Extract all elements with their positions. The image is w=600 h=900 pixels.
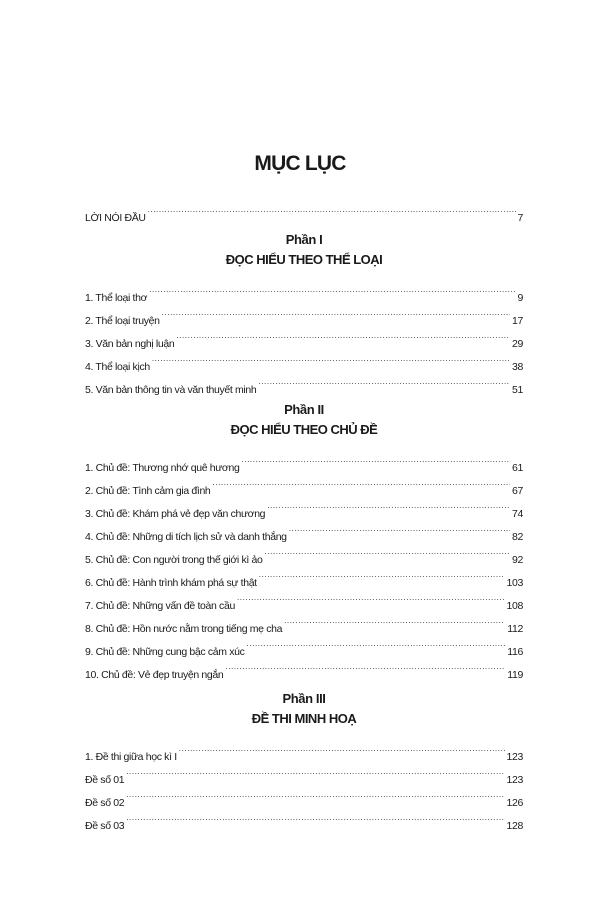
toc-entry-label: Đề số 03	[85, 820, 125, 832]
toc-entry-label: 1. Thể loại thơ	[85, 292, 148, 304]
dot-leader	[284, 609, 505, 632]
part-heading: ĐỌC HIỂU THEO THỂ LOẠI	[225, 252, 383, 267]
toc-entry-page: 128	[506, 820, 523, 832]
toc-entry-label: LỜI NÓI ĐẦU	[85, 212, 146, 224]
toc-entry-label: Đề số 02	[85, 797, 125, 809]
dot-leader	[126, 760, 504, 783]
dot-leader	[225, 655, 505, 678]
toc-entry-label: 5. Văn bản thông tin và văn thuyết minh	[85, 384, 257, 396]
dot-leader	[259, 563, 505, 586]
toc-entry-page: 92	[512, 554, 523, 566]
toc-entry-page: 51	[512, 384, 523, 396]
toc-entry[interactable]	[85, 806, 523, 832]
dot-leader	[179, 737, 505, 760]
toc-entry-page: 82	[512, 531, 523, 543]
toc-entry-label: 8. Chủ đề: Hồn nước nằm trong tiếng mẹ cha	[85, 623, 283, 635]
toc-entry-page: 29	[512, 338, 523, 350]
toc-entry-label: 1. Chủ đề: Thương nhớ quê hương	[85, 462, 240, 474]
dot-leader	[267, 494, 510, 517]
toc-entry-page: 38	[512, 361, 523, 373]
toc-entry-label: 2. Thể loại truyện	[85, 315, 160, 327]
dot-leader	[126, 783, 504, 806]
dot-leader	[289, 517, 510, 540]
toc-entry-page: 74	[512, 508, 523, 520]
part-number: Phần I	[285, 232, 323, 247]
toc-entry[interactable]	[85, 760, 523, 786]
toc-entry-page: 9	[517, 292, 523, 304]
toc-intro	[85, 198, 523, 224]
part-heading: ĐỀ THI MINH HOẠ	[251, 711, 357, 726]
part-number: Phần III	[282, 691, 326, 706]
part-number: Phần II	[284, 402, 324, 417]
toc-entry-page: 112	[507, 623, 523, 635]
toc-entry-page: 7	[517, 212, 523, 224]
toc-entry[interactable]	[85, 278, 523, 304]
toc-entry-label: Đề số 01	[85, 774, 125, 786]
dot-leader	[241, 448, 510, 471]
toc-entry-page: 61	[512, 462, 523, 474]
toc-entry-label: 2. Chủ đề: Tình cảm gia đình	[85, 485, 211, 497]
dot-leader	[237, 586, 505, 609]
toc-entry-label: 3. Văn bản nghị luận	[85, 338, 175, 350]
toc-entry-label: 5. Chủ đề: Con người trong thế giới kì ảo	[85, 554, 263, 566]
toc-entry-page: 126	[506, 797, 523, 809]
dot-leader	[264, 540, 510, 563]
toc-entry-page: 103	[506, 577, 523, 589]
toc-entry-label: 9. Chủ đề: Những cung bậc cảm xúc	[85, 646, 245, 658]
toc-entry-page: 17	[512, 315, 523, 327]
part-heading: ĐỌC HIỂU THEO CHỦ ĐỀ	[230, 422, 378, 437]
toc-entry-label: 7. Chủ đề: Những vấn đề toàn cầu	[85, 600, 235, 612]
toc-part-1	[85, 230, 523, 396]
toc-entry[interactable]	[85, 737, 523, 763]
toc-entry-label: 4. Thể loại kịch	[85, 361, 150, 373]
toc-part-2	[85, 400, 523, 681]
toc-entry-page: 116	[507, 646, 523, 658]
dot-leader	[149, 278, 515, 301]
toc-entry-page: 108	[506, 600, 523, 612]
dot-leader	[212, 471, 510, 494]
dot-leader	[126, 806, 504, 829]
toc-entry-page: 123	[506, 774, 523, 786]
dot-leader	[148, 198, 516, 221]
toc-entry[interactable]	[85, 301, 523, 327]
toc-entry-page: 123	[506, 751, 523, 763]
toc-entry[interactable]	[85, 198, 523, 224]
toc-entry[interactable]	[85, 783, 523, 809]
toc-entry-label: 6. Chủ đề: Hành trình khám phá sự thật	[85, 577, 257, 589]
toc-entry-label: 10. Chủ đề: Vẻ đẹp truyện ngắn	[85, 669, 224, 681]
toc-entry-label: 3. Chủ đề: Khám phá vẻ đẹp văn chương	[85, 508, 266, 520]
page-title: MỤC LỤC	[254, 152, 346, 175]
dot-leader	[176, 324, 510, 347]
dot-leader	[247, 632, 506, 655]
toc-entry-page: 119	[507, 669, 523, 681]
toc-entry-label: 1. Đề thi giữa học kì I	[85, 751, 177, 763]
dot-leader	[162, 301, 510, 324]
dot-leader	[258, 370, 510, 393]
toc-entry[interactable]	[85, 448, 523, 474]
toc-entry-page: 67	[512, 485, 523, 497]
toc-entry-label: 4. Chủ đề: Những di tích lịch sử và danh thắng	[85, 531, 287, 543]
toc-part-3	[85, 689, 523, 832]
dot-leader	[152, 347, 510, 370]
